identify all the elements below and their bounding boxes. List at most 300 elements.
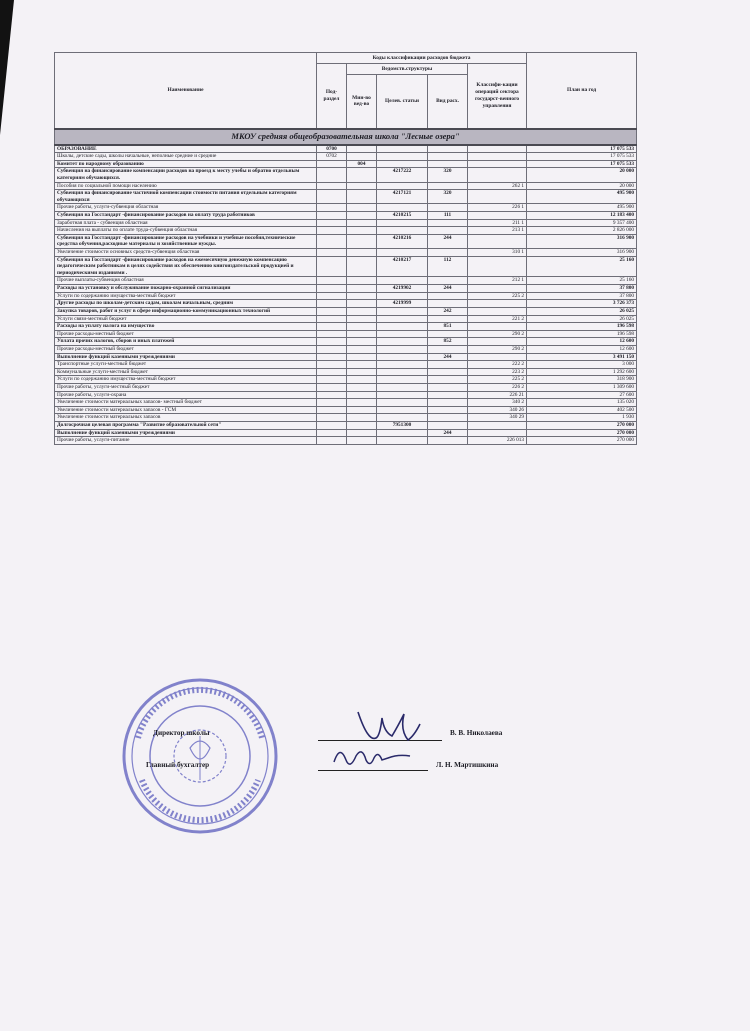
row-kosgu: 226 21 [468,391,527,399]
row-cel [377,204,428,212]
row-name: Субвенция на Госстандарт -финансирование расходов на учебники и учебные пособия,технические средства обучения,расходные материалы и хозяйственные нужды. [55,234,317,248]
row-cel [377,227,428,235]
row-plan: 3 491 150 [527,353,637,361]
row-kosgu: 262 1 [468,182,527,190]
row-kosgu [468,145,527,153]
row-podrazdel [317,256,347,277]
row-name: Пособия по социальной помощи населению [55,182,317,190]
row-vid: 851 [428,323,468,331]
table-row [55,384,637,392]
row-kosgu [468,285,527,293]
row-min [347,429,377,437]
row-podrazdel [317,277,347,285]
row-kosgu: 212 1 [468,277,527,285]
row-vid [428,330,468,338]
table-row [55,277,637,285]
round-seal-stamp [120,676,280,836]
row-kosgu [468,422,527,430]
row-vid [428,300,468,308]
row-cel [377,323,428,331]
row-min [347,227,377,235]
row-min [347,376,377,384]
row-vid [428,414,468,422]
row-vid: 320 [428,190,468,204]
row-kosgu [468,234,527,248]
row-min [347,249,377,257]
row-podrazdel [317,160,347,168]
row-kosgu [468,300,527,308]
row-plan: 25 160 [527,277,637,285]
row-vid [428,406,468,414]
row-plan: 26 025 [527,315,637,323]
row-name: Выполнение функций казенными учреждениями [55,429,317,437]
row-min [347,300,377,308]
row-podrazdel: 0700 [317,145,347,153]
row-vid [428,315,468,323]
row-name: Выполнение функций казенными учреждениями [55,353,317,361]
row-cel: 4217121 [377,190,428,204]
director-title: Директор школы [153,729,210,737]
row-podrazdel [317,227,347,235]
row-min [347,204,377,212]
row-min [347,285,377,293]
table-row [55,182,637,190]
table-row [55,307,637,315]
row-min [347,256,377,277]
table-row [55,406,637,414]
row-kosgu: 221 2 [468,315,527,323]
row-podrazdel [317,307,347,315]
table-row [55,414,637,422]
row-plan: 9 357 400 [527,219,637,227]
row-plan: 196 598 [527,330,637,338]
row-name: Увеличение стоимости материальных запасов - ГСМ [55,406,317,414]
row-podrazdel [317,234,347,248]
accountant-title: Главный бухгалтер [146,761,210,769]
row-name: Увеличение стоимости материальных запасов- местный бюджет [55,399,317,407]
row-cel [377,437,428,445]
row-plan: 316 900 [527,234,637,248]
row-vid: 852 [428,338,468,346]
row-min [347,323,377,331]
row-vid [428,227,468,235]
row-min [347,368,377,376]
row-podrazdel [317,429,347,437]
row-vid [428,219,468,227]
table-row [55,211,637,219]
row-cel [377,376,428,384]
row-podrazdel [317,361,347,369]
row-kosgu: 225 2 [468,376,527,384]
row-min [347,234,377,248]
table-row [55,429,637,437]
table-row [55,399,637,407]
row-kosgu [468,429,527,437]
row-podrazdel [317,330,347,338]
row-vid [428,204,468,212]
row-cel [377,330,428,338]
row-vid [428,368,468,376]
row-min [347,353,377,361]
row-name: Комитет по народному образованию [55,160,317,168]
row-cel [377,145,428,153]
accountant-name: Л. Н. Мартишкина [436,761,499,769]
table-row [55,376,637,384]
row-vid: 242 [428,307,468,315]
school-title: МКОУ средняя общеобразовательная школа "Лесные озера" [55,129,637,145]
row-name: Начисления на выплаты по оплате труда-субвенция областная [55,227,317,235]
row-min [347,145,377,153]
header-name: Наименование [55,53,317,129]
row-name: Субвенция на Госстандарт -финансирование расходов на ежемесячную денежную компенсацию педагогическим работникам в целях содействия их обеспечению книгоиздательской продукцией и периодическими изданиями . [55,256,317,277]
row-cel [377,399,428,407]
row-plan: 12 183 400 [527,211,637,219]
row-kosgu [468,153,527,161]
row-plan: 1 292 600 [527,368,637,376]
row-podrazdel [317,368,347,376]
row-cel [377,406,428,414]
row-min [347,399,377,407]
row-name: Прочие работы, услуги-питание [55,437,317,445]
row-name: Прочие расходы-местный бюджет [55,330,317,338]
row-plan: 3 726 373 [527,300,637,308]
row-podrazdel [317,168,347,182]
row-plan: 17 075 533 [527,145,637,153]
row-kosgu [468,168,527,182]
row-plan: 270 000 [527,429,637,437]
row-cel: 7951300 [377,422,428,430]
row-podrazdel [317,414,347,422]
row-vid [428,384,468,392]
header-codes: Коды классификации расходов бюджета [317,53,527,64]
table-row [55,368,637,376]
table-header [55,53,637,145]
row-cel [377,391,428,399]
table-row [55,300,637,308]
row-kosgu: 290 2 [468,330,527,338]
row-kosgu: 226 1 [468,204,527,212]
row-cel [377,307,428,315]
row-name: ОБРАЗОВАНИЕ [55,145,317,153]
row-vid: 244 [428,353,468,361]
row-vid [428,391,468,399]
row-min [347,330,377,338]
row-podrazdel [317,285,347,293]
row-podrazdel [317,391,347,399]
row-plan: 402 500 [527,406,637,414]
table-row [55,338,637,346]
row-min [347,422,377,430]
header-plan: План на год [527,53,637,129]
row-min [347,211,377,219]
row-plan: 316 900 [527,249,637,257]
row-min [347,345,377,353]
row-podrazdel [317,315,347,323]
row-vid [428,182,468,190]
row-kosgu: 226 2 [468,384,527,392]
row-podrazdel [317,437,347,445]
row-plan: 26 025 [527,307,637,315]
row-podrazdel [317,353,347,361]
table-row [55,391,637,399]
row-vid [428,160,468,168]
row-podrazdel [317,292,347,300]
row-podrazdel [317,406,347,414]
row-name: Долгосрочная целевая программа "Развитие образовательной сети" [55,422,317,430]
row-vid: 244 [428,234,468,248]
row-min [347,292,377,300]
row-kosgu [468,160,527,168]
row-name: Субвенция на Госстандарт -финансирование расходов на оплату труда работников [55,211,317,219]
table-body [55,145,637,445]
row-podrazdel [317,345,347,353]
row-name: Заработная плата - субвенция областная [55,219,317,227]
row-podrazdel [317,249,347,257]
row-plan: 25 160 [527,256,637,277]
row-plan: 2 826 000 [527,227,637,235]
row-name: Прочие расходы-местный бюджет [55,345,317,353]
table-row [55,234,637,248]
table-row [55,292,637,300]
row-cel [377,345,428,353]
row-vid: 244 [428,429,468,437]
row-kosgu: 310 1 [468,249,527,257]
row-plan: 196 598 [527,323,637,331]
row-name: Закупка товаров, работ и услуг в сфере информационно-коммуникационных технологий [55,307,317,315]
row-cel [377,182,428,190]
row-min [347,414,377,422]
row-cel [377,160,428,168]
row-kosgu [468,338,527,346]
row-min [347,182,377,190]
row-cel [377,153,428,161]
row-vid: 111 [428,211,468,219]
row-plan: 1 930 [527,414,637,422]
table-row [55,249,637,257]
row-plan: 495 900 [527,190,637,204]
row-podrazdel [317,338,347,346]
budget-sheet [54,52,636,445]
row-vid [428,422,468,430]
row-cel [377,414,428,422]
row-cel: 4217222 [377,168,428,182]
table-row [55,219,637,227]
row-min [347,391,377,399]
row-cel [377,338,428,346]
row-min [347,315,377,323]
budget-table [54,52,637,445]
row-name: Транспортные услуги-местный бюджет [55,361,317,369]
row-cel: 4210216 [377,234,428,248]
row-plan: 318 900 [527,376,637,384]
header-ved-struct: Ведомств.структуры [347,64,468,75]
row-podrazdel [317,384,347,392]
header-podrazdel: Под-раздел [317,64,347,129]
row-cel: 4210215 [377,211,428,219]
table-row [55,227,637,235]
row-min [347,437,377,445]
row-cel: 4219999 [377,300,428,308]
row-cel [377,429,428,437]
row-min [347,338,377,346]
row-cel [377,249,428,257]
row-name: Прочие работы, услуги-субвенция областная [55,204,317,212]
table-row [55,422,637,430]
table-row [55,168,637,182]
row-kosgu [468,211,527,219]
row-cel [377,277,428,285]
row-podrazdel [317,376,347,384]
row-kosgu: 225 2 [468,292,527,300]
row-vid [428,361,468,369]
row-name: Увеличение стоимости основных средств-субвенция областная [55,249,317,257]
row-min [347,361,377,369]
table-row [55,345,637,353]
row-kosgu: 290 2 [468,345,527,353]
header-cel: Целев. статьи [377,75,428,129]
row-vid [428,399,468,407]
director-name: В. В. Николаева [450,729,503,737]
row-podrazdel: 0702 [317,153,347,161]
row-cel: 4210217 [377,256,428,277]
row-vid [428,277,468,285]
table-row [55,315,637,323]
row-name: Расходы на установку и обслуживание пожарно-охранной сигнализации [55,285,317,293]
row-min [347,384,377,392]
table-row [55,190,637,204]
row-cel [377,361,428,369]
row-min [347,153,377,161]
row-vid: 320 [428,168,468,182]
table-row [55,204,637,212]
row-name: Субвенция на финансирование компенсации расходов на проезд к месту учебы и обратно отдельным категориям обучающихся. [55,168,317,182]
row-name: Прочие работы, услуги-охрана [55,391,317,399]
row-kosgu: 226 013 [468,437,527,445]
row-name: Уплата прочих налогов, сборов и иных платежей [55,338,317,346]
row-podrazdel [317,219,347,227]
row-name: Расходы на уплату налога на имущество [55,323,317,331]
row-podrazdel [317,323,347,331]
header-min: Мин-во вед-во [347,75,377,129]
row-vid: 112 [428,256,468,277]
row-min [347,190,377,204]
table-row [55,361,637,369]
row-kosgu [468,190,527,204]
table-row [55,153,637,161]
row-name: Услуги по содержанию имущества-местный бюджет [55,292,317,300]
row-plan: 495 900 [527,204,637,212]
row-plan: 270 000 [527,437,637,445]
row-name: Прочие работы, услуги-местный бюджет [55,384,317,392]
row-plan: 12 600 [527,345,637,353]
row-name: Субвенция на финансирование частичной компенсации стоимости питания отдельным категориям обучающихся [55,190,317,204]
row-cel [377,292,428,300]
header-kosgu: Классифи-кации операций сектора государст-венного управления [468,64,527,129]
row-name: Другие расходы по школам-детским садам, школам начальным, средним [55,300,317,308]
row-vid [428,345,468,353]
row-cel [377,353,428,361]
row-cel [377,315,428,323]
row-kosgu [468,323,527,331]
row-plan: 17 075 533 [527,153,637,161]
row-name: Увеличение стоимости материальных запасов [55,414,317,422]
table-row [55,437,637,445]
row-name: Школы, детские сады, школы начальные, неполные средние и средние [55,153,317,161]
row-vid [428,437,468,445]
row-cel: 4219902 [377,285,428,293]
row-plan: 3 000 [527,361,637,369]
row-min [347,406,377,414]
header-vid: Вид расх. [428,75,468,129]
table-row [55,145,637,153]
row-podrazdel [317,422,347,430]
row-plan: 1 309 600 [527,384,637,392]
row-kosgu: 340 2 [468,399,527,407]
row-name: Услуги по содержанию имущества-местный бюджет [55,376,317,384]
row-podrazdel [317,182,347,190]
row-cel [377,219,428,227]
row-plan: 270 000 [527,422,637,430]
row-kosgu [468,307,527,315]
row-name: Услуги связи-местный бюджет [55,315,317,323]
row-kosgu: 211 1 [468,219,527,227]
row-plan: 17 075 533 [527,160,637,168]
row-plan: 37 800 [527,292,637,300]
row-vid [428,153,468,161]
table-row [55,256,637,277]
table-row [55,323,637,331]
row-podrazdel [317,204,347,212]
accountant-signature [328,738,412,774]
row-min [347,307,377,315]
row-podrazdel [317,399,347,407]
row-min [347,277,377,285]
row-name: Прочие выплаты-субвенция областная [55,277,317,285]
row-min [347,168,377,182]
row-kosgu: 222 2 [468,361,527,369]
row-podrazdel [317,300,347,308]
row-min [347,219,377,227]
row-name: Коммунальные услуги-местный бюджет [55,368,317,376]
row-kosgu: 213 1 [468,227,527,235]
row-plan: 20 000 [527,182,637,190]
row-plan: 12 600 [527,338,637,346]
table-row [55,160,637,168]
table-row [55,353,637,361]
row-podrazdel [317,211,347,219]
row-kosgu: 223 2 [468,368,527,376]
row-vid [428,145,468,153]
row-kosgu: 340 26 [468,406,527,414]
row-kosgu [468,256,527,277]
table-row [55,285,637,293]
row-cel [377,384,428,392]
row-vid: 244 [428,285,468,293]
row-plan: 20 000 [527,168,637,182]
table-row [55,330,637,338]
row-plan: 27 600 [527,391,637,399]
row-min: 004 [347,160,377,168]
row-cel [377,368,428,376]
row-vid [428,376,468,384]
row-plan: 37 800 [527,285,637,293]
scan-corner-shadow [0,0,14,135]
row-plan: 135 020 [527,399,637,407]
row-kosgu [468,353,527,361]
row-vid [428,249,468,257]
row-kosgu: 340 29 [468,414,527,422]
row-podrazdel [317,190,347,204]
